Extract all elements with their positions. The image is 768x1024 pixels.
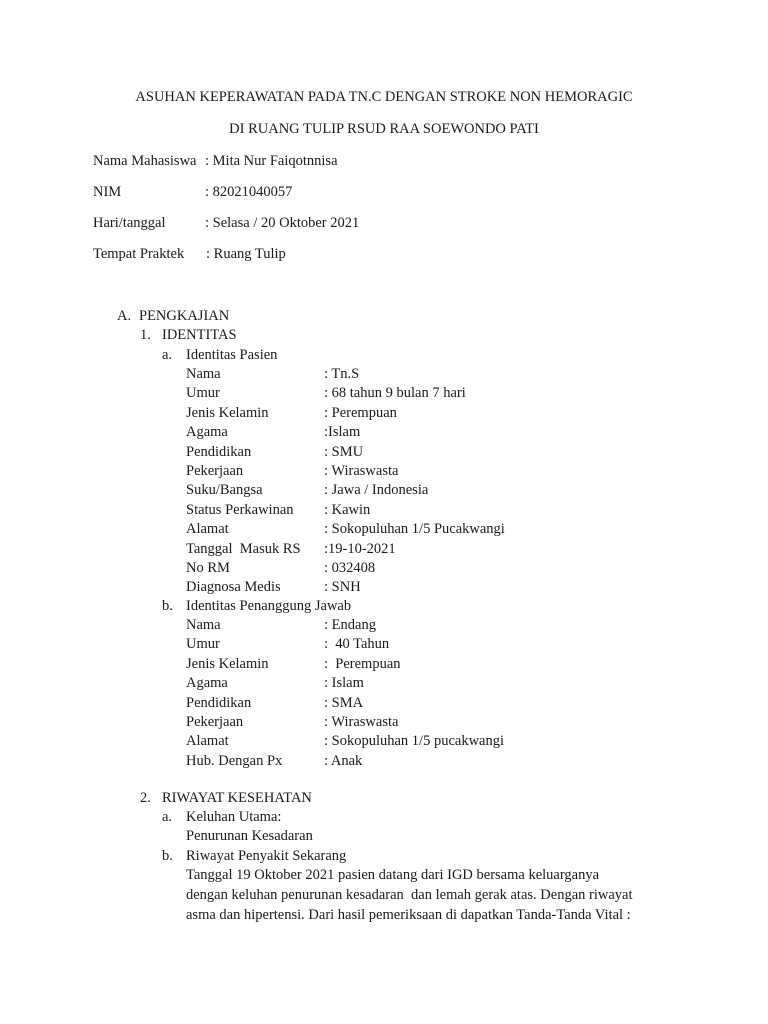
patient-value-address: : Sokopuluhan 1/5 Pucakwangi [324,521,505,538]
patient-label-job: Pekerjaan [186,463,244,479]
patient-label-ethnicity: Suku/Bangsa [186,482,263,499]
patient-label-umur: Umur [186,385,220,402]
guardian-label-address: Alamat [186,733,229,750]
date-value: : Selasa / 20 Oktober 2021 [205,215,360,231]
patient-value-umur: : 68 tahun 9 bulan 7 hari [324,385,466,402]
nim-label: NIM [93,184,122,200]
guardian-label-umur: Umur [186,636,220,653]
date-label: Hari/tanggal [93,215,166,231]
patient-value-diagnosis: : SNH [324,579,361,596]
patient-marker: a. [162,347,173,363]
patient-title: Identitas Pasien [186,347,278,363]
patient-label-admission: Tanggal Masuk RS [186,540,301,557]
student-name-value: : Mita Nur Faiqotnnisa [205,153,338,169]
place-value: : Ruang Tulip [206,246,286,262]
place-label: Tempat Praktek [93,246,185,262]
patient-label-agama: Agama [186,424,228,441]
guardian-title: Identitas Penanggung Jawab [186,598,352,614]
patient-label-diagnosis: Diagnosa Medis [186,579,281,596]
patient-value-agama: :Islam [324,424,361,441]
document-title-line2: DI RUANG TULIP RSUD RAA SOEWONDO PATI [229,121,539,137]
patient-value-gender: : Perempuan [324,404,397,421]
guardian-value-job: : Wiraswasta [324,714,399,730]
patient-label-education: Pendidikan [186,443,252,460]
item1-title: IDENTITAS [162,327,237,343]
guardian-value-nama: : Endang [324,617,376,633]
item2-marker: 2. [140,790,151,806]
patient-value-job: : Wiraswasta [324,463,399,479]
guardian-value-education: : SMA [324,694,364,711]
guardian-label-agama: Agama [186,675,228,692]
item1-marker: 1. [140,327,151,343]
guardian-value-umur: : 40 Tahun [324,636,390,653]
complaint-text: Penurunan Kesadaran [186,828,313,844]
guardian-marker: b. [162,598,173,614]
guardian-label-job: Pekerjaan [186,714,244,730]
patient-label-marital: Status Perkawinan [186,501,294,518]
patient-value-education: : SMU [324,443,364,460]
guardian-label-gender: Jenis Kelamin [186,655,269,672]
section-a-marker: A. [117,308,132,324]
patient-value-admission: :19-10-2021 [324,540,396,557]
complaint-marker: a. [162,809,173,825]
section-a-title: PENGKAJIAN [139,308,230,324]
patient-label-nama: Nama [186,366,221,382]
guardian-label-education: Pendidikan [186,694,252,711]
patient-label-gender: Jenis Kelamin [186,404,269,421]
history-line-3: asma dan hipertensi. Dari hasil pemeriksaan di dapatkan Tanda-Tanda Vital : [186,907,631,923]
guardian-value-agama: : Islam [324,675,364,692]
guardian-value-address: : Sokopuluhan 1/5 pucakwangi [324,733,505,750]
nim-value: : 82021040057 [205,184,293,200]
patient-label-address: Alamat [186,521,229,538]
guardian-value-relation: : Anak [324,752,363,769]
guardian-value-gender: : Perempuan [324,655,401,672]
document-title-line1: ASUHAN KEPERAWATAN PADA TN.C DENGAN STROKE NON HEMORAGIC [135,89,633,105]
guardian-label-nama: Nama [186,617,221,633]
history-line-1: Tanggal 19 Oktober 2021 pasien datang dari IGD bersama keluarganya [186,867,600,883]
patient-value-nama: : Tn.S [324,366,360,382]
history-marker: b. [162,848,173,864]
patient-value-rm: : 032408 [324,560,376,576]
item2-title: RIWAYAT KESEHATAN [162,790,312,806]
patient-value-marital: : Kawin [324,501,371,518]
guardian-label-relation: Hub. Dengan Px [186,752,283,769]
complaint-title: Keluhan Utama: [186,809,282,825]
history-line-2: dengan keluhan penurunan kesadaran dan lemah gerak atas. Dengan riwayat [186,887,633,903]
history-title: Riwayat Penyakit Sekarang [186,848,347,864]
patient-value-ethnicity: : Jawa / Indonesia [324,482,429,499]
student-name-label: Nama Mahasiswa [93,153,197,169]
patient-label-rm: No RM [186,560,230,576]
